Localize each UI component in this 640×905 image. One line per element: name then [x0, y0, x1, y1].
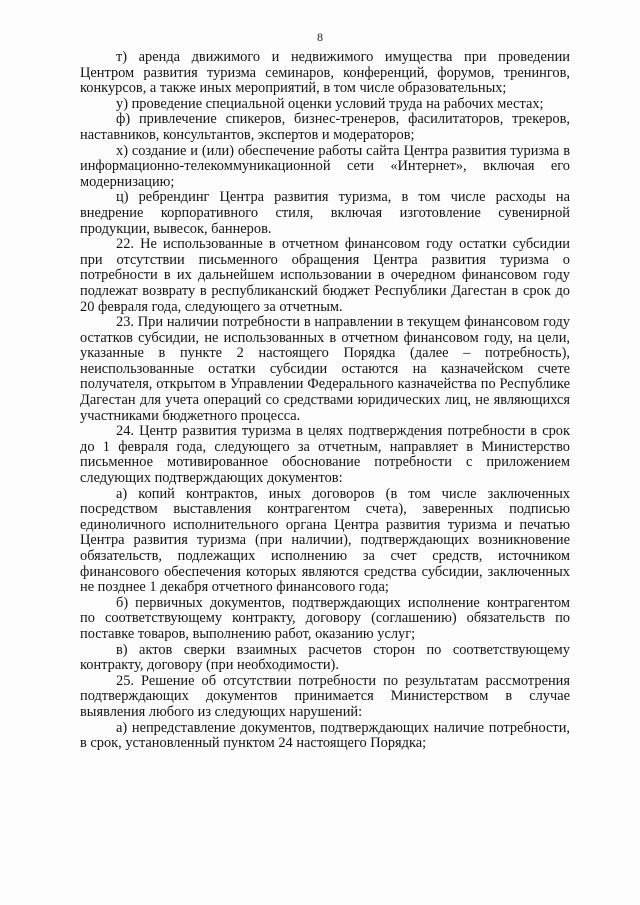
paragraph-kh: х) создание и (или) обеспечение работы сайта Центра развития туризма в информационно-телекоммуникационной сети «Интернет», включая его модернизацию;	[80, 142, 570, 190]
document-body	[80, 50, 570, 752]
paragraph-25-a: а) непредставление документов, подтверждающих наличие потребности, в срок, установленный пунктом 24 настоящего Порядка;	[80, 719, 570, 752]
paragraph-25: 25. Решение об отсутствии потребности по результатам рассмотрения подтверждающих документов принимается Министерством в случае выявления любого из следующих нарушений:	[80, 672, 570, 720]
paragraph-24-v: в) актов сверки взаимных расчетов сторон по соответствующему контракту, договору (при необходимости).	[80, 641, 570, 674]
paragraph-f: ф) привлечение спикеров, бизнес-тренеров, фасилитаторов, трекеров, наставников, консультантов, экспертов и модераторов;	[80, 111, 570, 143]
paragraph-u: у) проведение специальной оценки условий труда на рабочих местах;	[116, 95, 544, 112]
paragraph-24-a: а) копий контрактов, иных договоров (в том числе заключенных посредством выставления контрагентом счета), заверенных подписью единоличного исполнительного органа Центра развития туризма и печатью Центра развития туризма (при наличии), подтверждающих возникновение обязательств, подлежащих исполнению за счет средств, источником финансового обеспечения которых являются средства субсидии, заключенных не позднее 1 декабря отчетного финансового года;	[80, 485, 570, 596]
paragraph-24-b: б) первичных документов, подтверждающих исполнение контрагентом по соответствующему контракту, договору (соглашению) обязательств по поставке товаров, выполнению работ, оказанию услуг;	[80, 594, 570, 642]
page-number: 8	[317, 30, 323, 44]
paragraph-ts: ц) ребрендинг Центра развития туризма, в том числе расходы на внедрение корпоративного стиля, включая изготовление сувенирной продукции, вывесок, баннеров.	[80, 189, 570, 237]
paragraph-t: т) аренда движимого и недвижимого имущества при проведении Центром развития туризма семинаров, конференций, форумов, тренингов, конкурсов, а также иных мероприятий, в том числе образовательных;	[80, 49, 570, 97]
paragraph-22: 22. Не использованные в отчетном финансовом году остатки субсидии при отсутствии письменного обращения Центра развития туризма о потребности в их дальнейшем использовании в очередном финансовом году подлежат возврату в республиканский бюджет Республики Дагестан в срок до 20 февраля года, следующего за отчетным.	[80, 236, 570, 315]
paragraph-24: 24. Центр развития туризма в целях подтверждения потребности в срок до 1 февраля года, следующего за отчетным, направляет в Министерство письменное мотивированное обоснование потребности с приложением следующих подтверждающих документов:	[80, 423, 570, 487]
paragraph-23: 23. При наличии потребности в направлении в текущем финансовом году остатков субсидии, не использованных в отчетном финансовом году, на цели, указанные в пункте 2 настоящего Порядка (далее – потребность), неиспользованные остатки субсидии остаются на казначейском счете получателя, открытом в Управлении Федерального казначейства по Республике Дагестан для учета операций со средствами юридических лиц, не являющихся участниками бюджетного процесса.	[80, 314, 570, 424]
